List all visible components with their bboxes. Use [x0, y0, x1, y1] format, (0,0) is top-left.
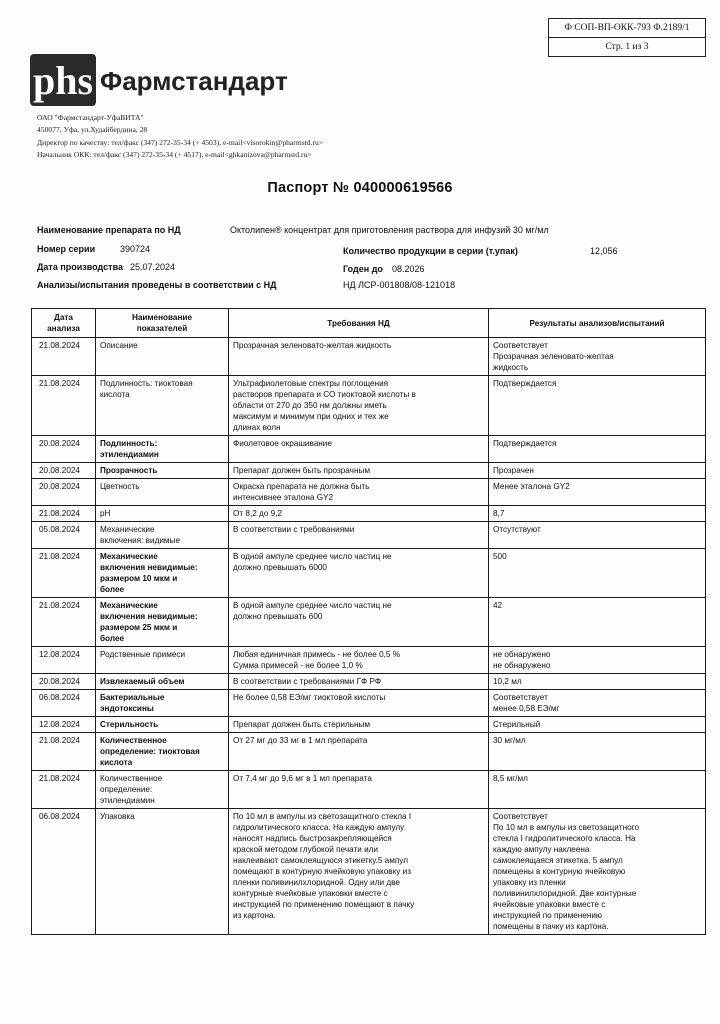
cell-requirement: От 27 мг до 33 мг в 1 мл препарата: [229, 733, 489, 771]
table-row: [32, 717, 706, 733]
expiry-value: 08.2026: [392, 264, 425, 274]
cell-indicator: Механические включения: видимые: [96, 522, 229, 549]
cell-requirement: В соответствии с требованиями ГФ РФ: [229, 674, 489, 690]
cell-result: Прозрачен: [489, 463, 706, 479]
cell-requirement: От 8,2 до 9,2: [229, 506, 489, 522]
table-header-row: [32, 309, 706, 338]
cell-indicator: Бактериальные эндотоксины: [96, 690, 229, 717]
cell-indicator: Цветность: [96, 479, 229, 506]
cell-date: 21.08.2024: [32, 771, 96, 809]
table-row: [32, 463, 706, 479]
header-date: Дата анализа: [32, 309, 96, 338]
cell-requirement: По 10 мл в ампулы из светозащитного стекла I гидролитического класса. На каждую ампулу наносят надпись быстрозакрепляющейся краской методом глубокой печати или наклеивают самоклеящуюся этикетку.5 ампул помещают в контурную ячейковую упаковку из пленки поливинилхлоридной. Одну или две контурные ячейковые упаковки вместе с инструкцией по применению помещают в пачку из картона.: [229, 809, 489, 935]
cell-requirement: Окраска препарата не должна быть интенсивнее эталона GY2: [229, 479, 489, 506]
cell-indicator: Подлинность: тиоктовая кислота: [96, 376, 229, 436]
company-address: 450077, Уфа, ул.Худайбердина, 28: [37, 125, 148, 135]
table-row: [32, 522, 706, 549]
cell-date: 12.08.2024: [32, 647, 96, 674]
table-row: [32, 690, 706, 717]
cell-date: 05.08.2024: [32, 522, 96, 549]
cell-requirement: Препарат должен быть стерильным: [229, 717, 489, 733]
table-row: [32, 598, 706, 647]
cell-result: Соответствует менее 0,58 ЕЭ/мг: [489, 690, 706, 717]
cell-requirement: От 7,4 мг до 9,6 мг в 1 мл препарата: [229, 771, 489, 809]
cell-requirement: Фиолетовое окрашивание: [229, 436, 489, 463]
cell-result: 42: [489, 598, 706, 647]
page-number: Стр. 1 из 3: [549, 37, 705, 56]
cell-indicator: Подлинность: этилендиамин: [96, 436, 229, 463]
header-requirements: Требования НД: [229, 309, 489, 338]
cell-date: 20.08.2024: [32, 674, 96, 690]
cell-result: Отсутствуют: [489, 522, 706, 549]
cell-requirement: Ультрафиолетовые спектры поглощения растворов препарата и СО тиоктовой кислоты в области от 270 до 350 нм должны иметь максимум и минимум при одних и тех же длинах волн: [229, 376, 489, 436]
expiry-label: Годен до: [343, 264, 383, 274]
document-code: Ф СОП-ВП-ОКК-793 Ф.2189/1: [564, 23, 690, 33]
pharmstandard-logo: [30, 50, 288, 108]
drug-name-label: Наименование препарата по НД: [37, 225, 181, 235]
cell-requirement: В одной ампуле среднее число частиц не должно превышать 6000: [229, 549, 489, 598]
table-row: [32, 376, 706, 436]
cell-date: 21.08.2024: [32, 549, 96, 598]
table-row: [32, 674, 706, 690]
cell-result: Подтверждается: [489, 436, 706, 463]
cell-indicator: Описание: [96, 338, 229, 376]
table-row: [32, 436, 706, 463]
cell-date: 21.08.2024: [32, 506, 96, 522]
document-code-box: [548, 18, 706, 57]
cell-indicator: Количественное определение: тиоктовая кислота: [96, 733, 229, 771]
logo-name: Фармстандарт: [100, 66, 288, 96]
cell-indicator: Стерильность: [96, 717, 229, 733]
cell-result: Менее эталона GY2: [489, 479, 706, 506]
series-label: Номер серии: [37, 244, 96, 254]
results-table: [31, 308, 706, 935]
cell-date: 21.08.2024: [32, 376, 96, 436]
cell-date: 21.08.2024: [32, 338, 96, 376]
cell-result: Соответствует По 10 мл в ампулы из светозащитного стекла I гидролитического класса. На каждую ампулу наклеена самоклеящаяся этикетка. 5 ампул помещены в контурную ячейковую упаковку из пленки поливинилхлоридной. Две контурные ячейковые упаковки вместе с инструкцией по применению помещены в пачку из картона.: [489, 809, 706, 935]
table-row: [32, 549, 706, 598]
table-row: [32, 506, 706, 522]
cell-requirement: Любая единичная примесь - не более 0,5 % Сумма примесей - не более 1,0 %: [229, 647, 489, 674]
cell-date: 06.08.2024: [32, 809, 96, 935]
table-row: [32, 809, 706, 935]
page-title: Паспорт № 040000619566: [267, 180, 453, 196]
drug-name-value: Октолипен® концентрат для приготовления раствора для инфузий 30 мг/мл: [230, 225, 549, 235]
quantity-value: 12,056: [590, 246, 618, 256]
cell-result: Стерильный: [489, 717, 706, 733]
cell-result: 30 мг/мл: [489, 733, 706, 771]
cell-requirement: В соответствии с требованиями: [229, 522, 489, 549]
cell-date: 20.08.2024: [32, 479, 96, 506]
cell-indicator: Извлекаемый объем: [96, 674, 229, 690]
cell-indicator: Количественное определение: этилендиамин: [96, 771, 229, 809]
quality-director-contact: Директор по качеству: тел/факс (347) 272-35-34 (+ 4503), e-mail<visorokin@pharmstd.ru>: [37, 137, 324, 147]
manufacture-date-label: Дата производства: [37, 262, 123, 272]
cell-indicator: Родственные примеси: [96, 647, 229, 674]
cell-requirement: Препарат должен быть прозрачным: [229, 463, 489, 479]
header-results: Результаты анализов/испытаний: [489, 309, 706, 338]
logo-brand: phs: [33, 58, 94, 103]
cell-result: 8,7: [489, 506, 706, 522]
cell-result: Соответствует Прозрачная зеленовато-желтая жидкость: [489, 338, 706, 376]
quantity-label: Количество продукции в серии (т.упак): [343, 246, 518, 256]
series-value: 390724: [120, 244, 151, 254]
cell-date: 20.08.2024: [32, 463, 96, 479]
cell-requirement: Прозрачная зеленовато-желтая жидкость: [229, 338, 489, 376]
analysis-standard-label: Анализы/испытания проведены в соответствии с НД: [37, 280, 277, 290]
header-indicator: Наименование показателей: [96, 309, 229, 338]
table-row: [32, 647, 706, 674]
cell-date: 12.08.2024: [32, 717, 96, 733]
cell-indicator: Механические включения невидимые: размером 25 мкм и более: [96, 598, 229, 647]
table-row: [32, 771, 706, 809]
cell-requirement: Не более 0,58 ЕЭ/мг тиоктовой кислоты: [229, 690, 489, 717]
company-info: [37, 112, 323, 161]
cell-indicator: Упаковка: [96, 809, 229, 935]
cell-date: 06.08.2024: [32, 690, 96, 717]
manufacture-date-value: 25.07.2024: [130, 262, 176, 272]
qc-head-contact: Начальник ОКК: тел/факс (347) 272-35-34 (+ 4517), e-mail<ghkanizova@pharmstd.ru>: [37, 149, 312, 159]
cell-indicator: Прозрачность: [96, 463, 229, 479]
cell-requirement: В одной ампуле среднее число частиц не должно превышать 600: [229, 598, 489, 647]
cell-result: 8,5 мг/мл: [489, 771, 706, 809]
cell-result: 10,2 мл: [489, 674, 706, 690]
table-row: [32, 338, 706, 376]
cell-indicator: Механические включения невидимые: размером 10 мкм и более: [96, 549, 229, 598]
cell-date: 21.08.2024: [32, 733, 96, 771]
cell-date: 21.08.2024: [32, 598, 96, 647]
cell-result: Подтверждается: [489, 376, 706, 436]
table-row: [32, 733, 706, 771]
cell-result: не обнаружено не обнаружено: [489, 647, 706, 674]
analysis-standard-value: НД ЛСР-001808/08-121018: [343, 280, 456, 290]
cell-date: 20.08.2024: [32, 436, 96, 463]
cell-result: 500: [489, 549, 706, 598]
company-name: ОАО "Фармстандарт-УфаВИТА": [37, 113, 144, 122]
cell-indicator: pH: [96, 506, 229, 522]
table-row: [32, 479, 706, 506]
